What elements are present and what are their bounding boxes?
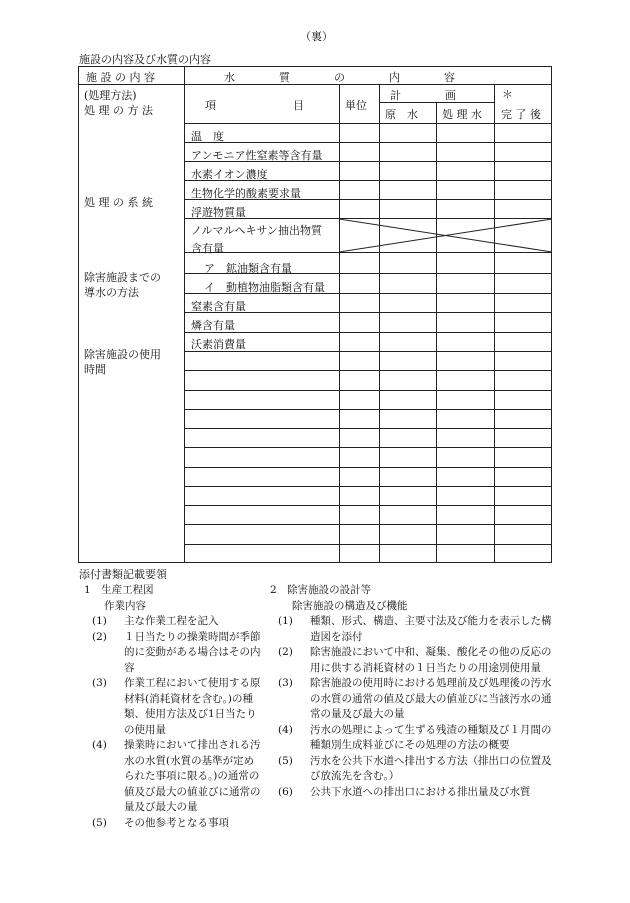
note-item-text: 公共下水道への排出口における排出量及び水質	[310, 785, 531, 798]
note-item	[270, 645, 558, 676]
header-plan: 計 画	[390, 89, 456, 102]
label-usage-hours-line1: 除害施設の使用	[84, 348, 161, 361]
page-side-label: （裏）	[300, 30, 333, 43]
table-row-divider	[184, 447, 552, 448]
note-item	[270, 723, 558, 754]
header-after-completion: 完 了 後	[501, 108, 541, 121]
note-item	[84, 738, 264, 816]
col2-heading: 2 除害施設の設計等	[270, 584, 372, 596]
note-item	[84, 676, 264, 738]
note-item-number: (3)	[278, 677, 293, 689]
table-row-divider	[184, 505, 552, 506]
table-row-divider	[184, 123, 552, 124]
table-row-divider	[184, 428, 552, 429]
item-bod: 生物化学的酸素要求量	[191, 187, 301, 200]
note-item-text: 操業時において排出される汚水の水質(水質の基準が定められた事項に限る。)の通常の値及び最大の値並びに通常の量及び最大の量	[124, 739, 261, 813]
hexane-row-cross-out	[339, 219, 552, 252]
note-item-text: １日当たりの操業時間が季節的に変動がある場合はその内容	[124, 630, 261, 674]
item-mineral-oil: ア 鉱油類含有量	[204, 262, 292, 275]
col1-heading: 1 生産工程図	[84, 584, 154, 596]
item-normal-hexane-line2: 含有量	[191, 242, 224, 255]
label-treatment-method: 処 理 の 方 法	[84, 104, 153, 117]
note-item	[84, 614, 264, 630]
label-treatment-system: 処 理 の 系 統	[84, 196, 153, 209]
item-iodine-consumption: 沃素消費量	[191, 338, 246, 351]
item-animal-vegetable-oil: イ 動植物油脂類含有量	[204, 281, 325, 294]
note-item-number: (1)	[92, 615, 107, 627]
note-item-text: 汚水を公共下水道へ排出する方法（排出口の位置及び放流先を含む。）	[310, 754, 552, 782]
note-item-number: (3)	[92, 677, 107, 689]
attachments-column-2	[270, 583, 558, 800]
table-row-divider	[184, 544, 552, 545]
table-row-divider	[184, 486, 552, 487]
table-row-divider	[184, 252, 552, 253]
table-row-divider	[184, 332, 552, 333]
section-title: 施設の内容及び水質の内容	[79, 53, 211, 66]
note-item	[270, 785, 558, 801]
table-row-divider	[184, 524, 552, 525]
note-item-number: (5)	[278, 754, 293, 767]
note-item-text: その他参考となる事項	[124, 816, 229, 829]
note-item-number: (2)	[92, 630, 107, 643]
col2-subheading: 除害施設の構造及び機能	[292, 599, 408, 612]
note-item	[270, 614, 558, 645]
note-item	[84, 816, 264, 832]
label-method-paren: (処理方法)	[84, 89, 137, 102]
label-intake-method-line2: 導水の方法	[84, 286, 139, 299]
note-item-text: 作業工程において使用する原材料(消耗資材を含む。)の種類、使用方法及び1日当たりの使用量	[124, 677, 261, 736]
item-ph: 水素イオン濃度	[191, 168, 268, 181]
table-row-divider	[184, 370, 552, 371]
table-row-divider	[184, 409, 552, 410]
item-ammonia-nitrogen: アンモニア性窒素等含有量	[191, 149, 323, 162]
attachments-column-1	[84, 583, 264, 831]
note-item	[84, 630, 264, 677]
note-item-text: 除害施設において中和、凝集、酸化その他の反応の用に供する消耗資材の１日当たりの用途別使用量	[310, 646, 552, 674]
note-item	[270, 676, 558, 723]
header-item: 項 目	[205, 99, 304, 112]
col1-subheading: 作業内容	[104, 599, 146, 612]
note-item-text: 除害施設の使用時における処理前及び処理後の汚水の水質の通常の値及び最大の値並びに当該汚水の通常の量及び最大の量	[310, 677, 552, 720]
item-temperature: 温 度	[191, 130, 224, 143]
header-raw-water: 原 水	[385, 108, 418, 121]
note-item-number: (4)	[92, 739, 107, 751]
header-facility-content: 施 設 の 内 容	[86, 71, 155, 84]
note-item-text: 種類、形式、構造、主要寸法及び能力を表示した構造図を添付	[310, 615, 552, 643]
item-phosphorus: 燐含有量	[191, 319, 235, 332]
label-usage-hours-line2: 時間	[84, 363, 106, 376]
item-suspended-solids: 浮遊物質量	[191, 206, 246, 219]
note-item-text: 汚水の処理によって生ずる残渣の種類及び１月間の種類別生成料並びにその処理の方法の概要	[310, 723, 552, 751]
header-water-quality-content: 水 質 の 内 容	[224, 71, 455, 84]
note-item-number: (6)	[278, 785, 293, 798]
note-item-number: (4)	[278, 723, 293, 736]
table-row-divider	[184, 390, 552, 391]
note-item	[270, 754, 558, 785]
item-nitrogen: 窒素含有量	[191, 300, 246, 313]
attachments-title: 添付書類記載要領	[79, 568, 167, 581]
label-intake-method-line1: 除害施設までの	[84, 271, 161, 284]
note-item-number: (2)	[278, 646, 293, 658]
note-item-text: 主な作業工程を記入	[124, 615, 219, 627]
table-row-divider	[184, 142, 552, 143]
table-row-divider	[184, 467, 552, 468]
header-unit: 単位	[345, 99, 367, 112]
header-asterisk: ＊	[502, 88, 513, 101]
item-normal-hexane-line1: ノルマルヘキサン抽出物質	[191, 224, 323, 237]
header-treated-water: 処 理 水	[442, 108, 482, 121]
note-item-number: (1)	[278, 615, 293, 627]
note-item-number: (5)	[92, 816, 107, 829]
